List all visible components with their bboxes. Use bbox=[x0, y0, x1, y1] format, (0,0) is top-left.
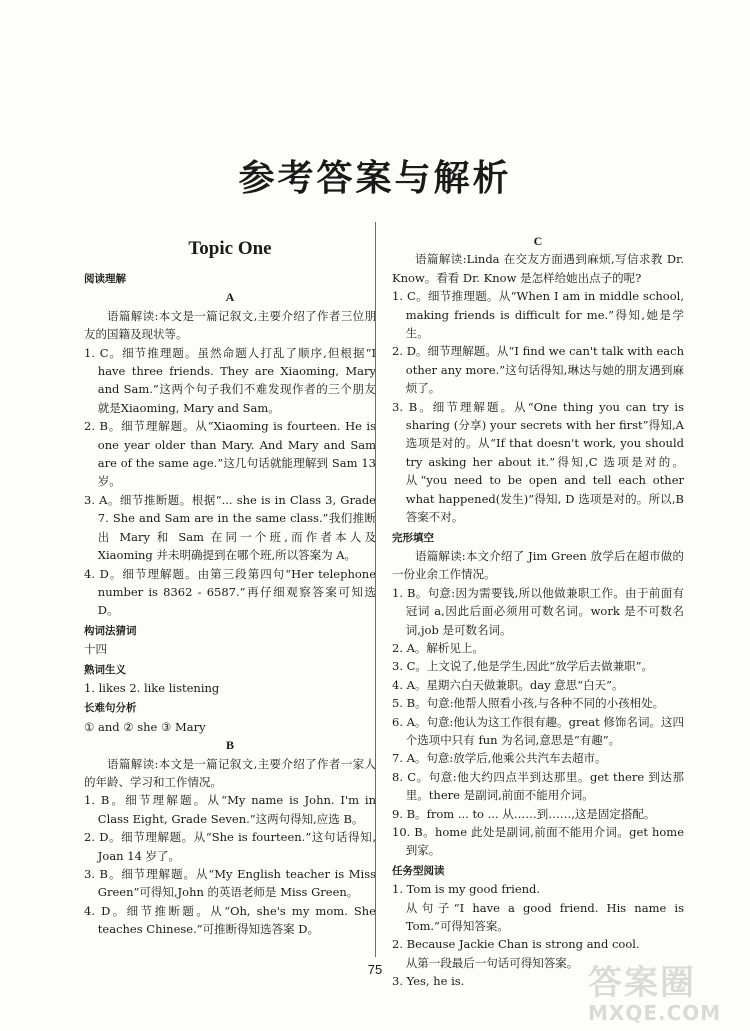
answer-item: 2. D。细节理解题。从“I find we can't talk with each other any more.”这句话得知,琳达与她的朋友遇到麻烦了。 bbox=[392, 344, 684, 396]
task-question: 3. Yes, he is. bbox=[392, 974, 465, 989]
cloze-item: 5. B。句意:他帮人照看小孩,与各种不同的小孩相处。 bbox=[392, 696, 665, 711]
familiar-words-answer: 1. likes 2. like listening bbox=[84, 680, 220, 695]
task-question: 2. Because Jackie Chan is strong and cool. bbox=[392, 937, 640, 952]
cloze-item: 10. B。home 此处是副词,前面不能用介词。get home 到家。 bbox=[392, 825, 684, 858]
task-question: 1. Tom is my good friend. bbox=[392, 882, 541, 897]
watermark-text: 答案圈 bbox=[588, 963, 696, 1003]
cloze-item: 4. A。星期六白天做兼职。day 意思“白天”。 bbox=[392, 677, 624, 692]
passage-c-intro: 语篇解读:Linda 在交友方面遇到麻烦,写信求教 Dr. Know。看看 Dr. Know 是怎样给她出点子的呢? bbox=[392, 252, 684, 285]
answer-item: 3. B。细节理解题。从“One thing you can try is sharing (分享) your secrets with her first”得知,A 选项是对的。从“If that doesn't work, you should try asking her about it.”得知,C 选项是对的。从“you need to be open and tell each other what happened(发生)”得知, D 选项是对的。所以,B 答案不对。 bbox=[392, 399, 684, 525]
left-column bbox=[84, 232, 376, 939]
answer-item: 3. B。细节理解题。从“My English teacher is Miss Green”可得知,John 的英语老师是 Miss Green。 bbox=[84, 867, 376, 900]
answer-item: 2. B。细节理解题。从“Xiaoming is fourteen. He is one year older than Mary. And Mary and Sam are of the same age.”这几句话就能理解到 Sam 13 岁。 bbox=[84, 419, 376, 489]
column-divider bbox=[375, 222, 376, 957]
watermark-logo bbox=[588, 964, 728, 1026]
section-long-sentences: 长难句分析 bbox=[84, 702, 137, 715]
cloze-item: 1. B。句意:因为需要钱,所以他做兼职工作。由于前面有冠词 a,因此后面必须用可数名词。work 是不可数名词,job 是可数名词。 bbox=[392, 585, 684, 637]
cloze-item: 3. C。上文说了,他是学生,因此“放学后去做兼职”。 bbox=[392, 659, 653, 674]
cloze-item: 7. A。句意:放学后,他乘公共汽车去超市。 bbox=[392, 751, 607, 766]
right-column bbox=[392, 232, 684, 991]
cloze-item: 9. B。from ... to ... 从……到……,这是固定搭配。 bbox=[392, 806, 656, 821]
answer-item: 4. D。细节理解题。由第三段第四句“Her telephone number is 8362 - 6587.”再仔细观察答案可知选 D。 bbox=[84, 566, 376, 618]
task-explanation: 从第一段最后一句话可得知答案。 bbox=[405, 955, 579, 970]
section-cloze: 完形填空 bbox=[392, 531, 434, 544]
page-number: 75 bbox=[367, 962, 383, 977]
long-sentences-answer: ① and ② she ③ Mary bbox=[84, 719, 206, 734]
answer-item: 1. B。细节理解题。从“My name is John. I'm in Class Eight, Grade Seven.”这两句得知,应选 B。 bbox=[84, 793, 376, 826]
page-title: 参考答案与解析 bbox=[238, 158, 512, 199]
cloze-intro: 语篇解读:本文介绍了 Jim Green 放学后在超市做的一份业余工作情况。 bbox=[392, 548, 684, 582]
passage-b-letter: B bbox=[225, 738, 234, 753]
section-task-reading: 任务型阅读 bbox=[392, 864, 445, 877]
section-reading: 阅读理解 bbox=[84, 273, 126, 285]
watermark-domain: MXQE.COM bbox=[588, 1001, 722, 1025]
task-explanation: 从句子“I have a good friend. His name is Tom.”可得知答案。 bbox=[405, 900, 684, 934]
passage-a-intro: 语篇解读:本文是一篇记叙文,主要介绍了作者三位朋友的国籍及现状等。 bbox=[84, 308, 376, 342]
passage-b-intro: 语篇解读:本文是一篇记叙文,主要介绍了作者一家人的年龄、学习和工作情况。 bbox=[84, 756, 376, 789]
answer-item: 3. A。细节推断题。根据“... she is in Class 3, Grade 7. She and Sam are in the same class.”我们推断出 Mary 和 Sam 在同一个班,而作者本人及 Xiaoming 并未明确提到在哪个班,所以答案为 A。 bbox=[84, 492, 376, 563]
word-guess-answer: 十四 bbox=[84, 642, 107, 657]
cloze-item: 2. A。解析见上。 bbox=[392, 640, 484, 655]
passage-c-letter: C bbox=[533, 234, 543, 248]
cloze-item: 8. C。句意:他大约四点半到达那里。get there 到达那里。there 是副词,前面不能用介词。 bbox=[392, 769, 684, 803]
section-word-guess: 构词法猜词 bbox=[84, 624, 137, 637]
section-familiar-words: 熟词生义 bbox=[84, 663, 126, 676]
answer-item: 2. D。细节理解题。从“She is fourteen.”这句话得知, Joan 14 岁了。 bbox=[84, 830, 376, 863]
answer-item: 4. D。细节推断题。从“Oh, she's my mom. She teaches Chinese.”可推断得知选答案 D。 bbox=[84, 903, 376, 937]
cloze-item: 6. A。句意:他认为这工作很有趣。great 修饰名词。这四个选项中只有 fun 为名词,意思是“有趣”。 bbox=[392, 714, 684, 747]
topic-heading: Topic One bbox=[188, 238, 272, 259]
passage-a-letter: A bbox=[225, 290, 235, 305]
answer-item: 1. C。细节推理题。虽然命题人打乱了顺序,但根据“I have three friends. They are Xiaoming, Mary and Sam.”这两个句子我们不难发现作者的三个朋友就是Xiaoming, Mary and Sam。 bbox=[84, 345, 376, 415]
answer-item: 1. C。细节推理题。从“When I am in middle school, making friends is difficult for me.”得知,她是学生。 bbox=[392, 289, 684, 341]
